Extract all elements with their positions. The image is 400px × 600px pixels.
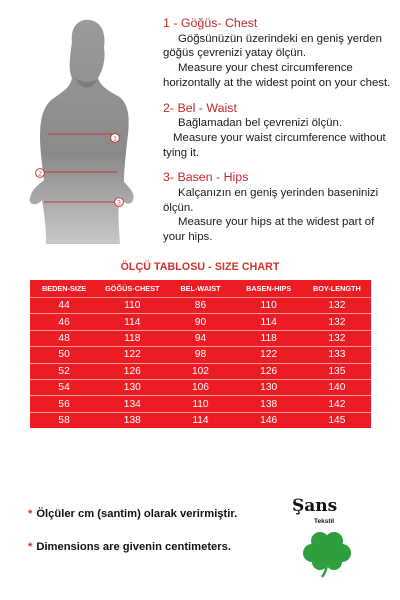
- cell-waist: 106: [166, 379, 234, 395]
- header-hips: BASEN-HIPS: [235, 280, 303, 298]
- cell-length: 132: [303, 330, 371, 346]
- table-row: [30, 396, 371, 412]
- table-row: [30, 347, 371, 363]
- cell-length: 132: [303, 298, 371, 314]
- note-star: *: [28, 541, 33, 553]
- measurement-instructions: [163, 16, 395, 255]
- instruction-line: your hips.: [163, 231, 213, 244]
- cell-chest: 130: [98, 379, 166, 395]
- section-title: 2- Bel - Waist: [163, 100, 237, 115]
- cell-size: 44: [30, 298, 98, 314]
- table-row: [30, 379, 371, 395]
- cell-chest: 114: [98, 314, 166, 330]
- cell-hips: 118: [235, 330, 303, 346]
- cell-size: 46: [30, 314, 98, 330]
- section-title: 1 - Göğüs- Chest: [163, 16, 258, 30]
- brand-logo: [288, 492, 368, 582]
- cell-chest: 122: [98, 347, 166, 363]
- table-row: [30, 363, 371, 379]
- table-row: [30, 412, 371, 428]
- marker-2-label: 2: [38, 170, 42, 178]
- cell-hips: 122: [235, 347, 303, 363]
- cell-hips: 146: [235, 412, 303, 428]
- section-chest: [163, 16, 395, 91]
- cell-size: 58: [30, 412, 98, 428]
- cell-hips: 114: [235, 314, 303, 330]
- cell-size: 56: [30, 396, 98, 412]
- table-row: [30, 298, 371, 314]
- section-hips: [163, 170, 395, 245]
- instruction-line: Bağlamadan bel çevrenizi ölçün.: [178, 117, 342, 130]
- cell-waist: 110: [166, 396, 234, 412]
- header-size: BEDEN-SIZE: [30, 280, 98, 298]
- table-row: [30, 314, 371, 330]
- cell-waist: 98: [166, 347, 234, 363]
- cell-hips: 126: [235, 363, 303, 379]
- section-title: 3- Basen - Hips: [163, 170, 249, 185]
- marker-3-label: 3: [117, 199, 121, 207]
- cell-size: 48: [30, 330, 98, 346]
- body-silhouette: [30, 20, 134, 244]
- instruction-line: tying it.: [163, 146, 200, 159]
- cell-size: 50: [30, 347, 98, 363]
- cell-waist: 94: [166, 330, 234, 346]
- instruction-line: horizontally at the widest point on your chest.: [163, 76, 391, 89]
- clover-icon: [298, 526, 356, 578]
- cell-hips: 110: [235, 298, 303, 314]
- cell-waist: 114: [166, 412, 234, 428]
- instruction-line: göğüs çevrenizi yatay ölçün.: [163, 47, 307, 60]
- header-waist: BEL-WAIST: [166, 280, 234, 298]
- cell-size: 54: [30, 379, 98, 395]
- cell-length: 132: [303, 314, 371, 330]
- cell-length: 142: [303, 396, 371, 412]
- note-text: Ölçüler cm (santim) olarak verirmiştir.: [36, 508, 238, 520]
- cell-chest: 126: [98, 363, 166, 379]
- size-chart-title: ÖLÇÜ TABLOSU - SIZE CHART: [120, 261, 280, 273]
- cell-chest: 118: [98, 330, 166, 346]
- cell-length: 145: [303, 412, 371, 428]
- instruction-line: Measure your chest circumference: [178, 62, 353, 75]
- header-length: BOY-LENGTH: [303, 280, 371, 298]
- cell-length: 133: [303, 347, 371, 363]
- note-units-en: [28, 541, 231, 553]
- cell-length: 140: [303, 379, 371, 395]
- cell-chest: 110: [98, 298, 166, 314]
- instruction-line: Measure your hips at the widest part of: [178, 216, 375, 229]
- brand-name: Şans: [292, 496, 338, 516]
- marker-1-label: 1: [113, 135, 117, 143]
- table-row: [30, 330, 371, 346]
- cell-waist: 102: [166, 363, 234, 379]
- note-units-tr: [28, 508, 237, 520]
- brand-subtitle: Tekstil: [314, 518, 335, 525]
- instruction-line: Kalçanızın en geniş yerinden baseninizi: [178, 187, 379, 200]
- cell-size: 52: [30, 363, 98, 379]
- cell-waist: 90: [166, 314, 234, 330]
- instruction-line: Measure your waist circumference without: [173, 131, 386, 144]
- instruction-line: Göğsünüzün üzerindeki en geniş yerden: [178, 32, 382, 45]
- cell-chest: 134: [98, 396, 166, 412]
- table-header-row: [30, 280, 371, 298]
- header-chest: GÖĞÜS-CHEST: [98, 280, 166, 298]
- cell-hips: 130: [235, 379, 303, 395]
- cell-hips: 138: [235, 396, 303, 412]
- note-star: *: [28, 508, 33, 520]
- instruction-line: ölçün.: [163, 201, 194, 214]
- note-text: Dimensions are givenin centimeters.: [36, 541, 231, 553]
- body-silhouette-figure: [14, 12, 154, 244]
- cell-waist: 86: [166, 298, 234, 314]
- cell-chest: 138: [98, 412, 166, 428]
- size-chart-table: [30, 280, 371, 428]
- cell-length: 135: [303, 363, 371, 379]
- section-waist: [163, 101, 395, 161]
